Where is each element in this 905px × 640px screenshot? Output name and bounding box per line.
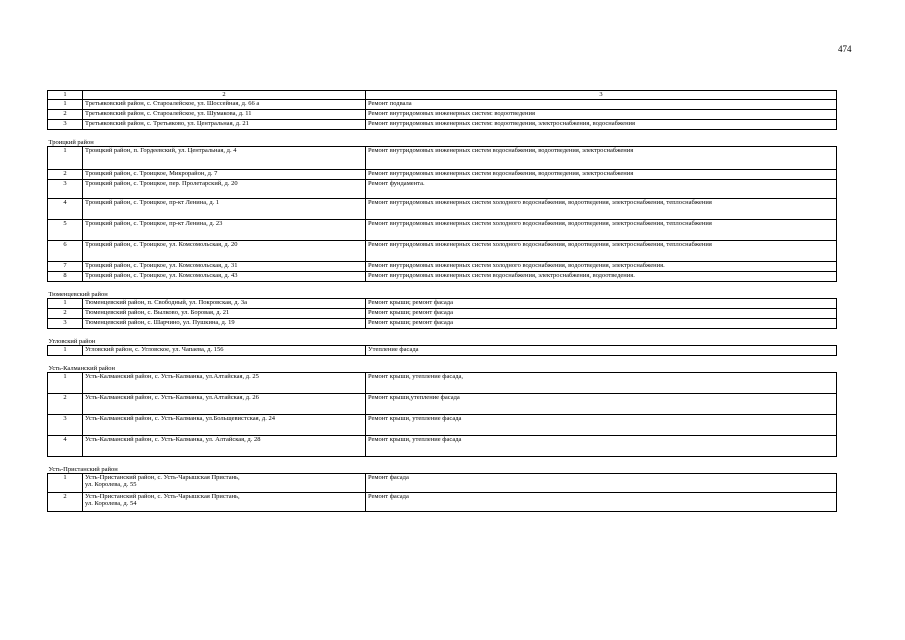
- works-table: [47, 90, 837, 512]
- header-col-3: 3: [366, 91, 837, 100]
- table-row: [48, 373, 837, 394]
- row-number: 3: [48, 319, 83, 329]
- table-row: [48, 220, 837, 241]
- row-work: Ремонт фасада: [366, 493, 837, 512]
- table-row: [48, 299, 837, 309]
- table-row: [48, 272, 837, 282]
- row-work: Ремонт внутридомовых инженерных систем: водоотведения, электроснабжения, водоснабжения: [366, 120, 837, 130]
- row-number: 3: [48, 180, 83, 199]
- row-number: 4: [48, 199, 83, 220]
- row-address: Третьяковский район, с. Третьяково, ул. Центральная, д. 21: [83, 120, 366, 130]
- section-title: Угловский район: [48, 329, 837, 346]
- row-address: Троицкий район, с. Троицкое, пр-кт Ленина, д. 23: [83, 220, 366, 241]
- table-row: [48, 120, 837, 130]
- row-number: 2: [48, 110, 83, 120]
- table-row: [48, 436, 837, 457]
- row-number: 1: [48, 147, 83, 170]
- row-work: Ремонт подвала: [366, 100, 837, 110]
- row-address: Усть-Калманский район, с. Усть-Калманка, ул.Больщевистская, д. 24: [83, 415, 366, 436]
- row-number: 2: [48, 394, 83, 415]
- row-work: Ремонт крыши,утепление фасада: [366, 394, 837, 415]
- section-row: [48, 329, 837, 346]
- table-row: [48, 180, 837, 199]
- works-table-body: [48, 91, 837, 512]
- row-address: Троицкий район, с. Троицкое, ул. Комсомольская, д. 43: [83, 272, 366, 282]
- row-number: 1: [48, 474, 83, 493]
- row-work: Ремонт внутридомовых инженерных систем холодного водоснабжения, водоотведения, электроснабжения.: [366, 262, 837, 272]
- row-address: Усть-Калманский район, с. Усть-Калманка, ул.Алтайская, д. 25: [83, 373, 366, 394]
- table-header-row: [48, 91, 837, 100]
- row-work: Ремонт внутридомовых инженерных систем водоснабжения, водоотведения, электроснабжения: [366, 147, 837, 170]
- row-address: Тюменцевский район, п. Свободный, ул. Покровская, д. 3а: [83, 299, 366, 309]
- row-work: Ремонт фасада: [366, 474, 837, 493]
- table-row: [48, 346, 837, 356]
- row-address: Тюменцевский район, с. Вылково, ул. Боровая, д. 21: [83, 309, 366, 319]
- table-row: [48, 474, 837, 493]
- row-address: Усть-Калманский район, с. Усть-Калманка, ул. Алтайская, д. 28: [83, 436, 366, 457]
- section-title: Усть-Пристанский район: [48, 457, 837, 474]
- table-row: [48, 100, 837, 110]
- table-row: [48, 493, 837, 512]
- row-work: Ремонт крыши, утепление фасада,: [366, 373, 837, 394]
- row-address: Троицкий район, с. Троицкое, Микрорайон, д. 7: [83, 170, 366, 180]
- row-number: 6: [48, 241, 83, 262]
- row-address: Тюменцевский район, с. Шарчино, ул. Пушкина, д. 19: [83, 319, 366, 329]
- header-col-2: 2: [83, 91, 366, 100]
- row-work: Ремонт внутридомовых инженерных систем водоснабжения, электроснабжения, водоотведения.: [366, 272, 837, 282]
- row-work: Ремонт внутридомовых инженерных систем холодного водоснабжения, водоотведения, электроснабжения, теплоснабжения: [366, 199, 837, 220]
- row-work: Ремонт внутридомовых инженерных систем: водоотведения: [366, 110, 837, 120]
- section-row: [48, 282, 837, 299]
- row-number: 7: [48, 262, 83, 272]
- table-row: [48, 319, 837, 329]
- table-row: [48, 147, 837, 170]
- row-number: 8: [48, 272, 83, 282]
- row-work: Ремонт внутридомовых инженерных систем холодного водоснабжения, водоотведения, электроснабжения, теплоснабжения: [366, 220, 837, 241]
- row-number: 1: [48, 346, 83, 356]
- row-address: Усть-Пристанский район, с. Усть-Чарышская Пристань, ул. Королева, д. 54: [83, 493, 366, 512]
- row-number: 3: [48, 415, 83, 436]
- row-number: 2: [48, 493, 83, 512]
- row-address: Третьяковский район, с. Староалейское, ул. Шумакова, д. 11: [83, 110, 366, 120]
- row-address: Угловский район, с. Угловское, ул. Чапаева, д. 156: [83, 346, 366, 356]
- row-number: 4: [48, 436, 83, 457]
- row-number: 2: [48, 309, 83, 319]
- row-address: Троицкий район, с. Троицкое, ул. Комсомольская, д. 31: [83, 262, 366, 272]
- row-address: Троицкий район, с. Троицкое, ул. Комсомольская, д. 20: [83, 241, 366, 262]
- table-row: [48, 110, 837, 120]
- row-work: Ремонт внутридомовых инженерных систем холодного водоснабжения, водоотведения, электроснабжения, теплоснабжения: [366, 241, 837, 262]
- table-row: [48, 199, 837, 220]
- row-number: 1: [48, 299, 83, 309]
- row-work: Ремонт крыши; ремонт фасада: [366, 319, 837, 329]
- row-work: Ремонт крыши, утепление фасада: [366, 436, 837, 457]
- table-row: [48, 394, 837, 415]
- row-address: Третьяковский район, с. Староалейское, ул. Шоссейная, д. 66 а: [83, 100, 366, 110]
- row-address: Усть-Пристанский район, с. Усть-Чарышская Пристань, ул. Королева, д. 55: [83, 474, 366, 493]
- row-address: Троицкий район, п. Гордеевский, ул. Центральная, д. 4: [83, 147, 366, 170]
- section-title: Тюменцевский район: [48, 282, 837, 299]
- page-number: 474: [838, 44, 852, 54]
- row-address: Троицкий район, с. Троицкое, пер. Пролетарский, д. 20: [83, 180, 366, 199]
- table-row: [48, 241, 837, 262]
- section-row: [48, 130, 837, 147]
- row-number: 1: [48, 100, 83, 110]
- row-number: 3: [48, 120, 83, 130]
- section-title: Усть-Калманский район: [48, 356, 837, 373]
- table-row: [48, 170, 837, 180]
- row-work: Ремонт внутридомовых инженерных систем водоснабжения, водоотведения, электроснабжения: [366, 170, 837, 180]
- row-number: 5: [48, 220, 83, 241]
- header-col-1: 1: [48, 91, 83, 100]
- section-title: Троицкий район: [48, 130, 837, 147]
- row-work: Ремонт крыши, утепление фасада: [366, 415, 837, 436]
- row-address: Усть-Калманский район, с. Усть-Калманка, ул.Алтайская, д. 26: [83, 394, 366, 415]
- row-number: 2: [48, 170, 83, 180]
- section-row: [48, 457, 837, 474]
- row-work: Ремонт крыши; ремонт фасада: [366, 299, 837, 309]
- section-row: [48, 356, 837, 373]
- table-row: [48, 309, 837, 319]
- row-work: Утепление фасада: [366, 346, 837, 356]
- row-work: Ремонт фундамента.: [366, 180, 837, 199]
- row-number: 1: [48, 373, 83, 394]
- row-address: Троицкий район, с. Троицкое, пр-кт Ленина, д. 1: [83, 199, 366, 220]
- table-row: [48, 262, 837, 272]
- table-row: [48, 415, 837, 436]
- row-work: Ремонт крыши; ремонт фасада: [366, 309, 837, 319]
